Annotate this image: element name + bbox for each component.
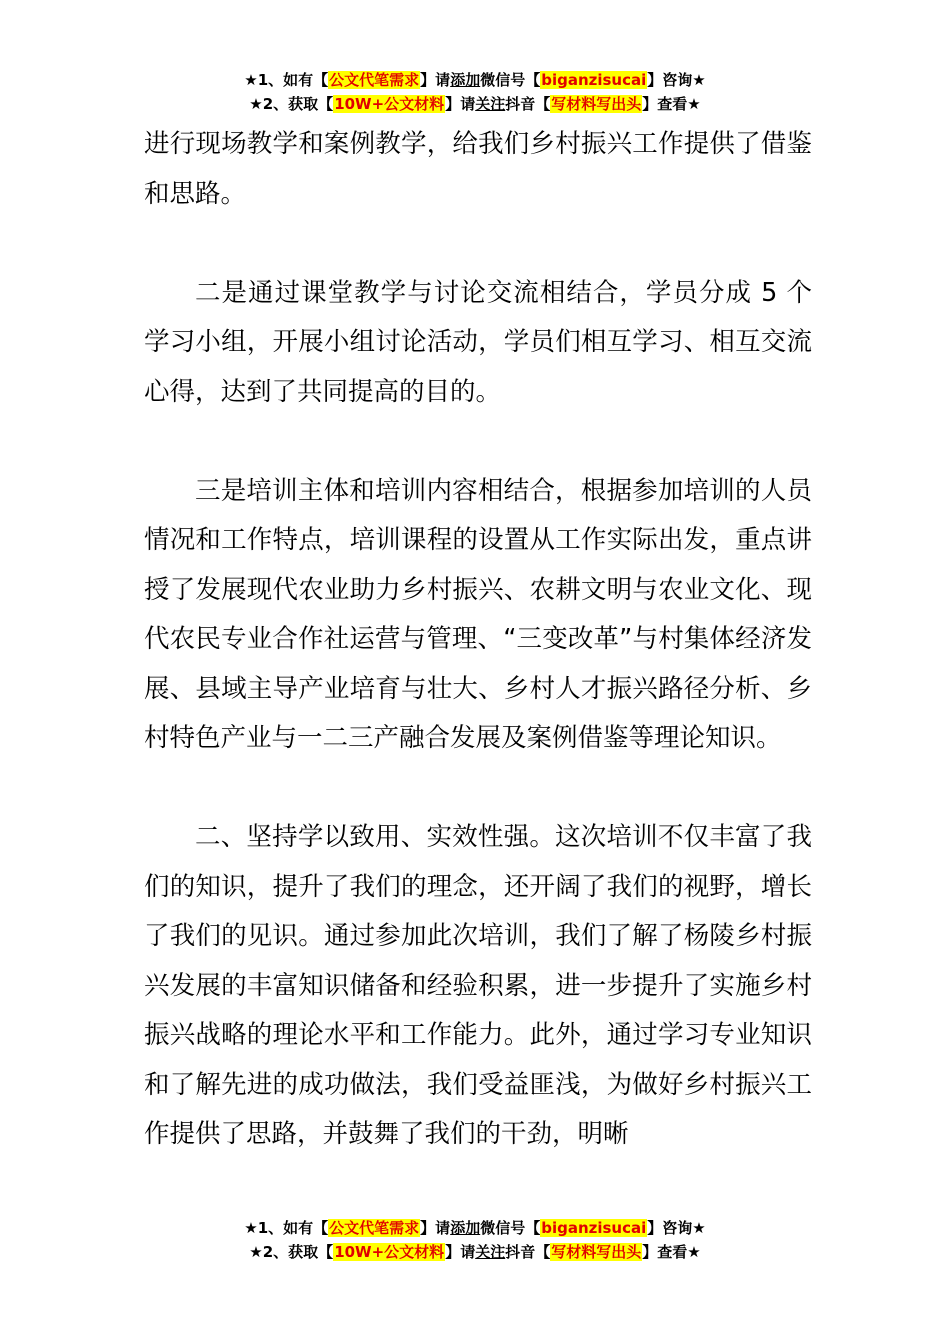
banner-underlined: 关注 [475, 1243, 506, 1261]
banner-text: 】咨询★ [647, 71, 706, 89]
header-banner-line-1 [0, 68, 950, 92]
banner-underlined: 添加 [450, 71, 481, 89]
banner-text: 抖音【 [505, 1243, 551, 1261]
paragraph: 二、坚持学以致用、实效性强。这次培训不仅丰富了我们的知识，提升了我们的理念，还开阔了我们的视野，增长了我们的见识。通过参加此次培训，我们了解了杨陵乡村振兴发展的丰富知识储备和经验积累，进一步提升了实施乡村振兴战略的理论水平和工作能力。此外，通过学习专业知识和了解先进的成功做法，我们受益匪浅，为做好乡村振兴工作提供了思路，并鼓舞了我们的干劲，明晰 [144, 822, 812, 1149]
banner-text: 】请 [445, 1243, 476, 1261]
banner-text: ★1、如有【 [244, 1219, 329, 1237]
banner-text: 】请 [420, 1219, 451, 1237]
banner-highlight: 公文代笔需求 [329, 1219, 420, 1237]
banner-text: 】查看★ [642, 1243, 701, 1261]
banner-highlight: 10W+公文材料 [334, 95, 445, 113]
banner-underlined: 添加 [450, 1219, 481, 1237]
banner-text: 】请 [445, 95, 476, 113]
banner-highlight: 10W+公文材料 [334, 1243, 445, 1261]
banner-douyin-id: 写材料写出头 [551, 95, 642, 113]
banner-text: 】请 [420, 71, 451, 89]
banner-text: ★1、如有【 [244, 71, 329, 89]
banner-text: 】查看★ [642, 95, 701, 113]
header-banner-line-2 [0, 92, 950, 116]
header-banner [0, 68, 950, 116]
footer-banner [0, 1216, 950, 1264]
banner-text: 微信号【 [480, 71, 541, 89]
banner-text: 】咨询★ [647, 1219, 706, 1237]
banner-text: ★2、获取【 [249, 1243, 334, 1261]
paragraph: 二是通过课堂教学与讨论交流相结合，学员分成 5 个学习小组，开展小组讨论活动，学员们相互学习、相互交流心得，达到了共同提高的目的。 [144, 277, 812, 407]
banner-highlight: 公文代笔需求 [329, 71, 420, 89]
document-body [144, 120, 812, 1160]
banner-douyin-id: 写材料写出头 [551, 1243, 642, 1261]
banner-text: 抖音【 [505, 95, 551, 113]
banner-text: 微信号【 [480, 1219, 541, 1237]
banner-text: ★2、获取【 [249, 95, 334, 113]
banner-wechat-id: biganzisucai [541, 1219, 647, 1237]
footer-banner-line-2 [0, 1240, 950, 1264]
footer-banner-line-1 [0, 1216, 950, 1240]
paragraph-continuation: 进行现场教学和案例教学，给我们乡村振兴工作提供了借鉴和思路。 [144, 129, 812, 209]
banner-underlined: 关注 [475, 95, 506, 113]
banner-wechat-id: biganzisucai [541, 71, 647, 89]
paragraph: 三是培训主体和培训内容相结合，根据参加培训的人员情况和工作特点，培训课程的设置从工作实际出发，重点讲授了发展现代农业助力乡村振兴、农耕文明与农业文化、现代农民专业合作社运营与管理、“三变改革”与村集体经济发展、县域主导产业培育与壮大、乡村人才振兴路径分析、乡村特色产业与一二三产融合发展及案例借鉴等理论知识。 [144, 475, 812, 753]
